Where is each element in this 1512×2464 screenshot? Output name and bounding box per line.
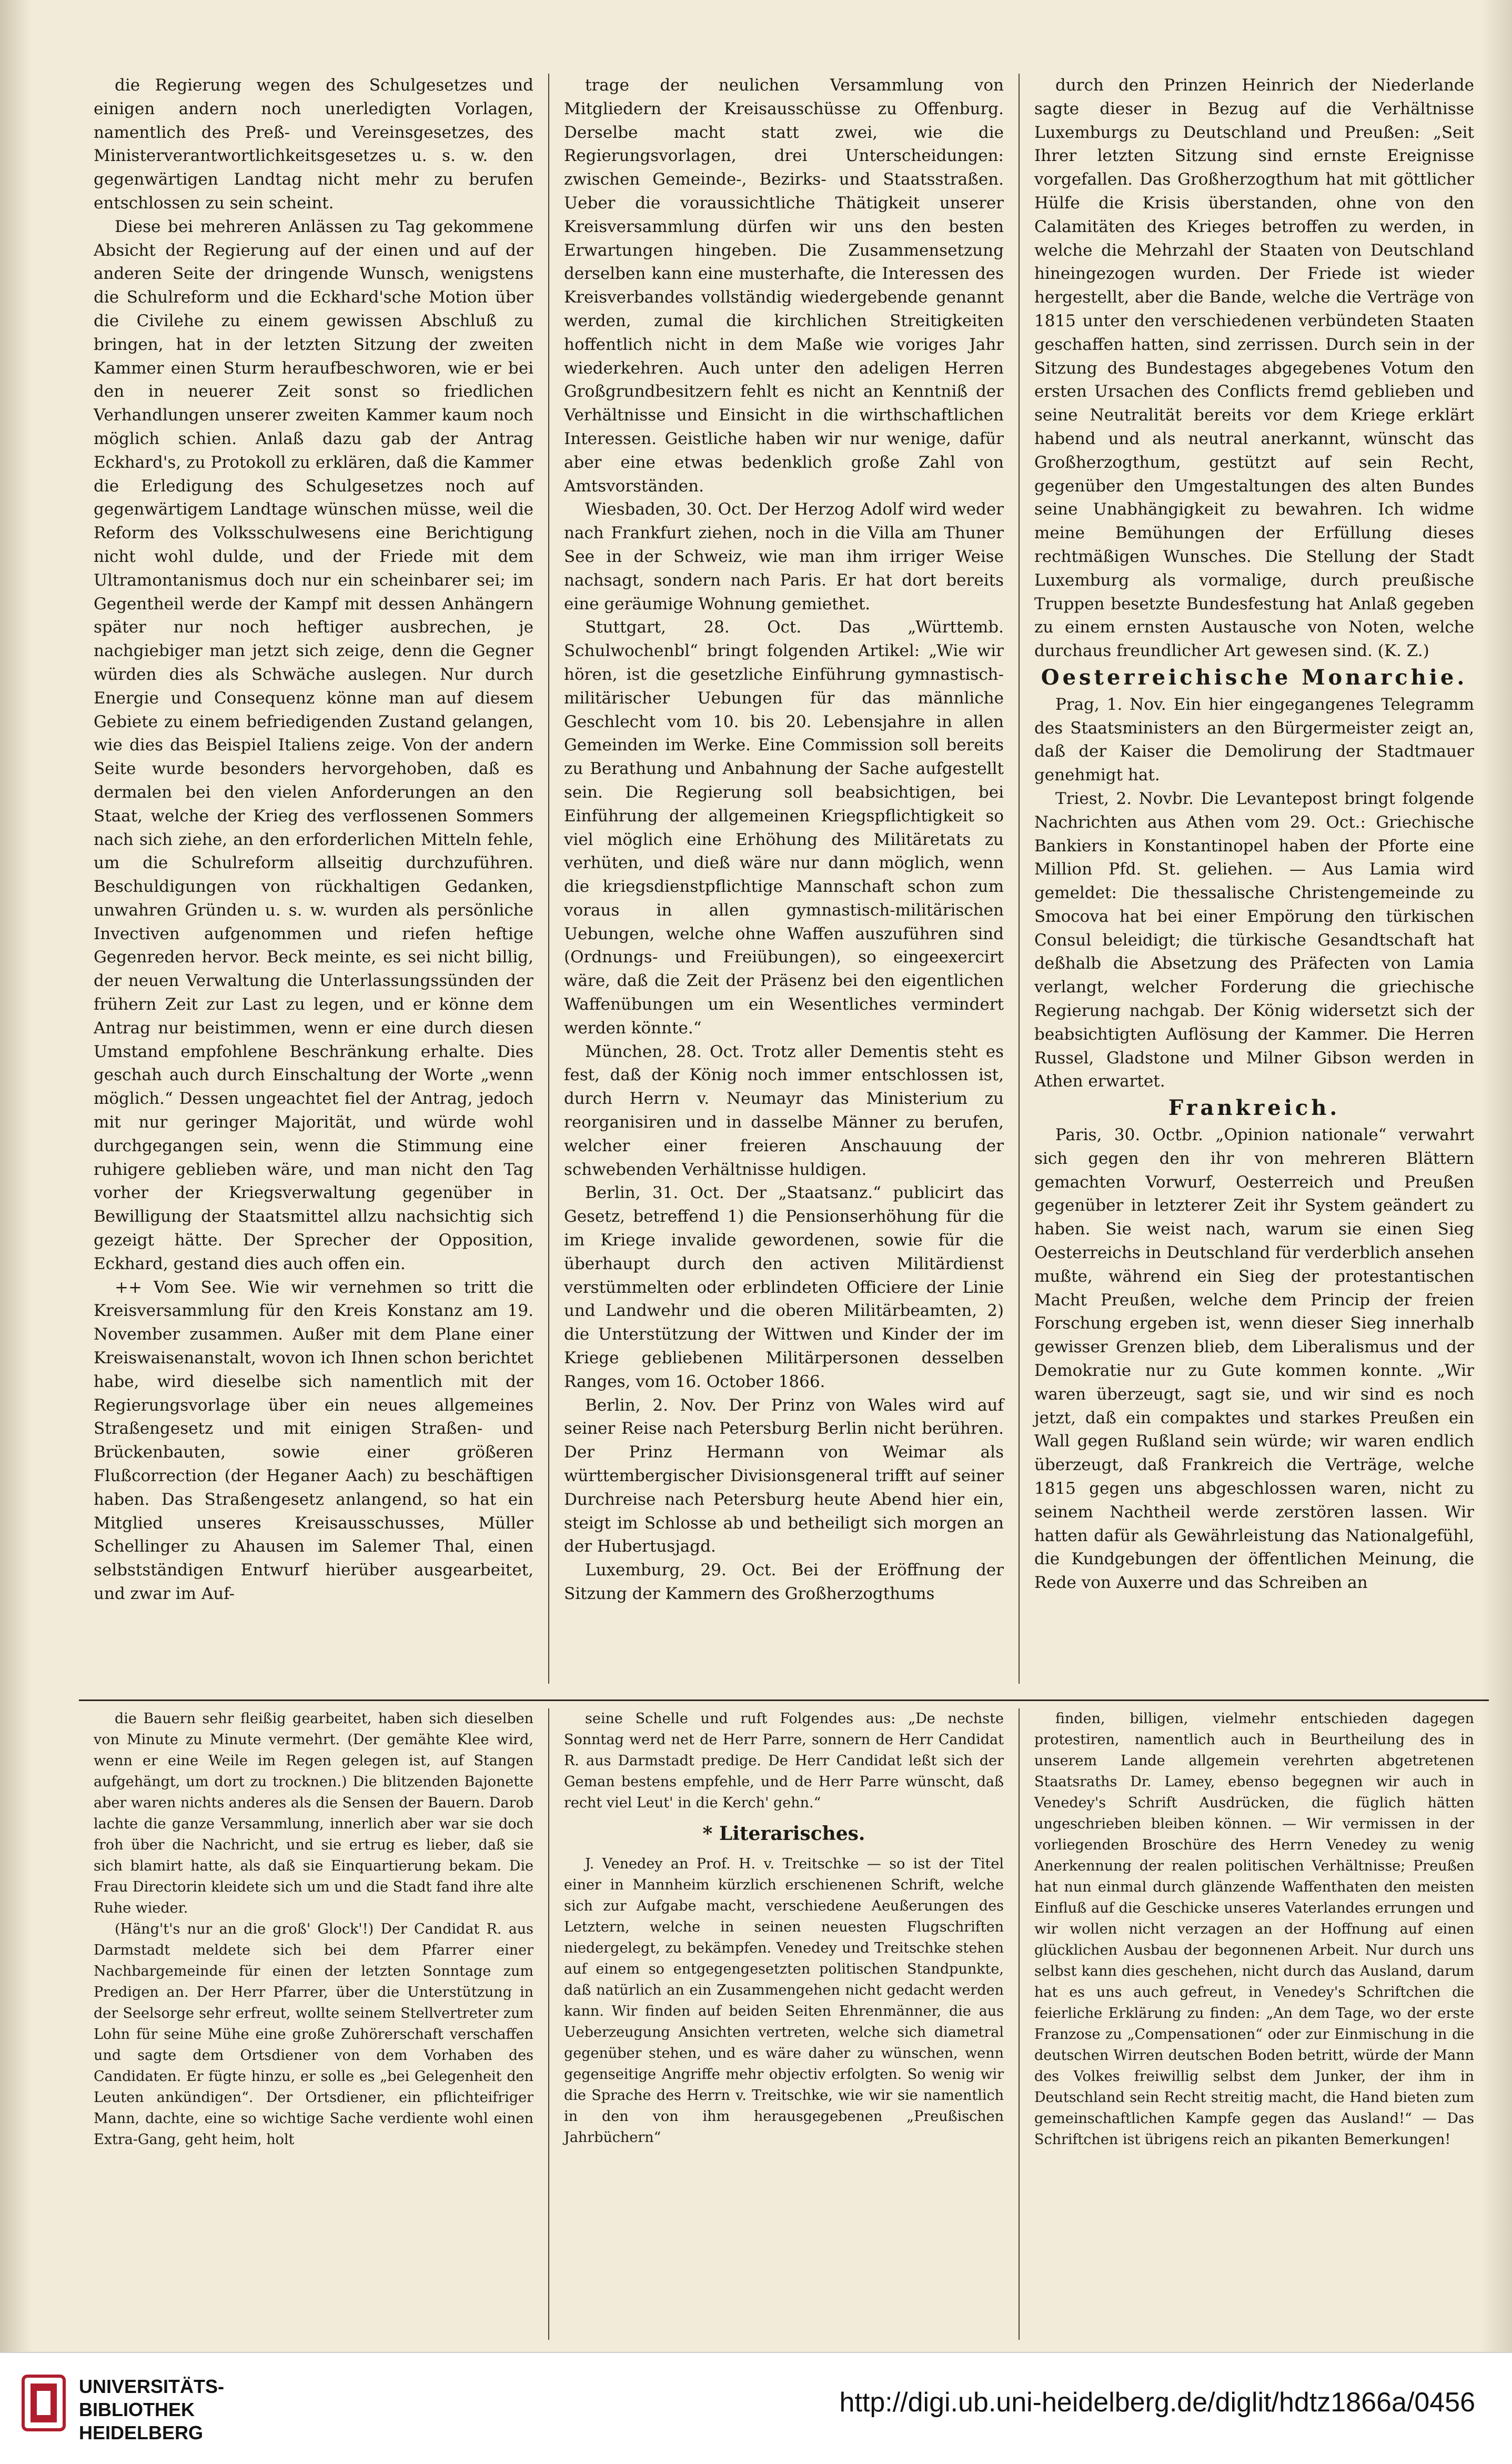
column-bottom-1 — [79, 1708, 548, 2340]
article-paragraph: Berlin, 2. Nov. Der Prinz von Wales wird auf seiner Reise nach Petersburg Berlin nicht berühren. Der Prinz Hermann von Weimar als württembergischer Divisionsgeneral trifft auf seiner Durchreise nach Petersburg heute Abend hier ein, steigt im Schlosse ab und betheiligt sich morgen an der Hubertusjagd. — [564, 1395, 1004, 1556]
column-bottom-2 — [548, 1708, 1019, 2340]
library-name-line-1: UNIVERSITÄTS- — [79, 2376, 225, 2397]
library-name-line-2: BIBLIOTHEK — [79, 2399, 195, 2420]
section-heading: Oesterreichische Monarchie. — [1041, 665, 1468, 690]
article-paragraph: Wiesbaden, 30. Oct. Der Herzog Adolf wird weder nach Frankfurt ziehen, noch in die Villa am Thuner See in der Schweiz, wie man ihm irriger Weise nachsagt, sondern nach Paris. Er hat dort bereits eine geräumige Wohnung gemiethet. — [564, 500, 1004, 614]
article-paragraph: seine Schelle und ruft Folgendes aus: „De nechste Sonntag werd net de Herr Parre, sonnern de Herr Candidat R. aus Darmstadt predige. De Herr Candidat leßt sich der Geman bestens empfehle, und de Herr Parre wünscht, daß recht viel Leut' in die Kerch' gehn.“ — [564, 1711, 1004, 1811]
page-gutter-shadow-left — [0, 0, 32, 2352]
article-paragraph: München, 28. Oct. Trotz aller Dementis steht es fest, daß der König noch immer entschlossen ist, durch Herrn v. Neumayr das Ministerium zu reorganisiren und in dasselbe Männer zu berufen, welcher einer freieren Anschauung der schwebenden Verhältnisse huldigen. — [564, 1042, 1004, 1179]
article-paragraph: Prag, 1. Nov. Ein hier eingegangenes Telegramm des Staatsministers an den Bürgermeister zeigt an, daß der Kaiser die Demolirung der Stadtmauer genehmigt hat. — [1034, 695, 1474, 785]
article-paragraph: Berlin, 31. Oct. Der „Staatsanz.“ publicirt das Gesetz, betreffend 1) die Pensionserhöhung für die im Kriege invalide gewordenen, sowie für die überhaupt durch den activen Militärdienst verstümmelten oder erblindeten Officiere der Linie und Landwehr und die oberen Militärbeamten, 2) die Unterstützung der Wittwen und Kinder der im Kriege gebliebenen Militärpersonen desselben Ranges, vom 16. October 1866. — [564, 1183, 1004, 1391]
article-paragraph: ++ Vom See. Wie wir vernehmen so tritt die Kreisversammlung für den Kreis Konstanz am 19. November zusammen. Außer mit dem Plane einer Kreiswaisenanstalt, wovon ich Ihnen schon berichtet habe, wird dieselbe sich namentlich mit der Regierungsvorlage über ein neues allgemeines Straßengesetz und mit einigen Straßen- und Brückenbauten, sowie einer größeren Flußcorrection (der Heganer Aach) zu beschäftigen haben. Das Straßengesetz anlangend, so hat ein Mitglied unseres Kreisausschusses, Müller Schellinger zu Ahausen im Salemer Thal, einen selbstständigen Entwurf hierüber ausgearbeitet, und zwar im Auf- — [94, 1278, 533, 1603]
section-heading: * Literarisches. — [702, 1823, 865, 1845]
column-top-3 — [1019, 74, 1489, 1684]
article-paragraph: Diese bei mehreren Anlässen zu Tag gekommene Absicht der Regierung auf der einen und auf der anderen Seite der dringende Wunsch, wenigstens die Schulreform und die Eckhard'sche Motion über die Civilehe zu einem gewissen Abschluß zu bringen, hat in der letzten Sitzung der zweiten Kammer einen Sturm heraufbeschworen, wie er bei den in neuerer Zeit sonst so friedlichen Verhandlungen unserer zweiten Kammer kaum noch möglich schien. Anlaß dazu gab der Antrag Eckhard's, zu Protokoll zu erklären, daß die Kammer die Erledigung des Schulgesetzes noch auf gegenwärtigem Landtage wünschen müsse, weil die Reform des Volksschulwesens eine Berichtigung nicht wohl dulde, und der Friede mit dem Ultramontanismus doch nur ein scheinbarer sei; im Gegentheil werde der Kampf mit dessen Anhängern später nur noch heftiger ausbrechen, je nachgiebiger man jetzt sich zeige, denn die Gegner würden dies als Schwäche auslegen. Nur durch Energie und Consequenz könne man auf diesem Gebiete zu einem befriedigenden Zustand gelangen, wie dies das Beispiel Italiens zeige. Von der andern Seite wurde besonders hervorgehoben, daß es dermalen bei den vielen Anforderungen an den Staat, welche der Krieg des verflossenen Sommers nach sich ziehe, an den erforderlichen Mitteln fehle, um die Schulreform allseitig durchzuführen. Beschuldigungen von rückhaltigen Gedanken, unwahren Gründen u. s. w. wurden als persönliche Invectiven aufgenommen und riefen heftige Gegenreden hervor. Beck meinte, es sei nicht billig, der neuen Verwaltung die Unterlassungssünden der frühern Zeit zur Last zu legen, und er könne dem Antrag nur beistimmen, wenn er eine durch diesen Umstand empfohlene Beschränkung erhalte. Dies geschah auch durch Einschaltung der Worte „wenn möglich.“ Dessen ungeachtet fiel der Antrag, jedoch mit nur geringer Majorität, und würde wohl durchgegangen sein, wenn die Stimmung eine ruhigere geblieben wäre, und man nicht den Tag vorher der Kriegsverwaltung gegenüber in Bewilligung der Staatsmittel allzu nachsichtig sich gezeigt hätte. Der Sprecher der Opposition, Eckhard, gestand dies auch offen ein. — [94, 217, 533, 1273]
column-bottom-3 — [1019, 1708, 1489, 2340]
feuilleton-columns — [79, 1699, 1489, 2340]
column-top-2 — [548, 74, 1019, 1684]
column-top-1 — [79, 74, 548, 1684]
newspaper-page — [79, 74, 1489, 2331]
article-paragraph: Paris, 30. Octbr. „Opinion nationale“ verwahrt sich gegen den ihr von mehreren Blättern gemachten Vorwurf, Oesterreich und Preußen gegenüber in letzterer Zeit ihr System geändert zu haben. Sie weist nach, warum sie einen Sieg Oesterreichs in Deutschland für verderblich ansehen mußte, während ein Sieg der protestantischen Macht Preußen, welche dem Princip der freien Forschung ergeben ist, wenn dieser Sieg innerhalb gewisser Grenzen blieb, dem Liberalismus und der Demokratie nur zu Gute kommen konnte. „Wir waren überzeugt, sagt sie, und wir sind es noch jetzt, daß ein compaktes und starkes Preußen ein Wall gegen Rußland sein würde; wir waren endlich überzeugt, daß Frankreich die Verträge, welche 1815 gegen uns abgeschlossen waren, nicht zu seinem Nachtheil werde zerstören lassen. Wir hatten dafür als Gewährleistung das Nationalgefühl, die Kundgebungen der öffentlichen Meinung, die Rede von Auxerre und das Schreiben an — [1034, 1125, 1474, 1593]
article-paragraph: (Häng't's nur an die groß' Glock'!) Der Candidat R. aus Darmstadt meldete sich bei dem Pfarrer einer Nachbargemeinde für einen der letzten Sonntage zum Predigen an. Der Herr Pfarrer, über die Unterstützung in der Seelsorge sehr erfreut, wollte seinem Stellvertreter zum Lohn für seine Mühe eine große Zuhörerschaft verschaffen und sagte dem Ortsdiener von dem Vorhaben des Candidaten. Er fügte hinzu, er solle es „bei Gelegenheit den Leuten ankündigen“. Der Ortsdiener, ein pflichteifriger Mann, dachte, eine so wichtige Sache verdiente wohl einen Extra-Gang, geht heim, holt — [94, 1921, 533, 2148]
article-paragraph: trage der neulichen Versammlung von Mitgliedern der Kreisausschüsse zu Offenburg. Derselbe macht statt zwei, wie die Regierungsvorlagen, drei Unterscheidungen: zwischen Gemeinde-, Bezirks- und Staatsstraßen. Ueber die voraussichtliche Thätigkeit unserer Kreisversammlung dürfen wir uns den besten Erwartungen hingeben. Die Zusammensetzung derselben kann eine musterhafte, die Interessen des Kreisverbandes vollständig wiedergebende genannt werden, zumal die kirchlichen Streitigkeiten hoffentlich nicht in dem Maße wie voriges Jahr wiederkehren. Auch unter den adeligen Herren Großgrundbesitzern fehlt es nicht an Kenntniß der Verhältnisse und Einsicht in die wirthschaftlichen Interessen. Geistliche haben wir nur wenige, dafür aber eine etwas bedenklich große Zahl von Amtsvorständen. — [564, 76, 1004, 496]
article-paragraph: J. Venedey an Prof. H. v. Treitschke — so ist der Titel einer in Mannheim kürzlich erschienenen Schrift, welche sich zur Aufgabe macht, verschiedene Aeußerungen des Letztern, welche in seinen neuesten Flugschriften niedergelegt, zu bekämpfen. Venedey und Treitschke stehen auf einem so entgegengesetzten politischen Standpunkte, daß natürlich an ein Zusammengehen nicht gedacht werden kann. Wir finden auf beiden Seiten Ehrenmänner, die aus Ueberzeugung Ansichten vertreten, welche sich diametral gegenüber stehen, und es wäre daher zu wünschen, wenn gegenseitige Angriffe mehr objectiv erfolgten. So wenig wir die Sprache des Herrn v. Treitschke, wie wir sie namentlich in den von ihm herausgegebenen „Preußischen Jahrbüchern“ — [564, 1856, 1004, 2146]
library-name — [79, 2375, 224, 2445]
university-seal-icon — [21, 2374, 66, 2432]
library-name-line-3: HEIDELBERG — [79, 2422, 204, 2443]
article-paragraph: Luxemburg, 29. Oct. Bei der Eröffnung der Sitzung der Kammern des Großherzogthums — [564, 1561, 1004, 1603]
article-paragraph: Triest, 2. Novbr. Die Levantepost bringt folgende Nachrichten aus Athen vom 29. Oct.: Griechische Bankiers in Konstantinopel haben der Pforte eine Million Pfd. St. geliehen. — Aus Lamia wird gemeldet: Die thessalische Christengemeinde zu Smocova hat bei einer Empörung den türkischen Consul beleidigt; die türkische Gesandtschaft hat deßhalb die Absetzung des Präfecten von Lamia verlangt, welcher Forderung die griechische Regierung nachgab. Der König widersetzt sich der beabsichtigten Auflösung der Kammer. Die Herren Russel, Gladstone und Milner Gibson werden in Athen erwartet. — [1034, 789, 1474, 1091]
viewer-footer — [0, 2352, 1512, 2464]
permalink-url[interactable]: http://digi.ub.uni-heidelberg.de/diglit/hdtz1866a/0456 — [839, 2387, 1475, 2418]
article-paragraph: die Regierung wegen des Schulgesetzes und einigen andern noch unerledigten Vorlagen, namentlich des Preß- und Vereinsgesetzes, des Ministerverantwortlichkeitsgesetzes u. s. w. den gegenwärtigen Landtag nicht mehr zu berufen entschlossen zu sein scheint. — [94, 76, 533, 213]
article-paragraph: Stuttgart, 28. Oct. Das „Württemb. Schulwochenbl“ bringt folgenden Artikel: „Wie wir hören, ist die gesetzliche Einführung gymnastisch-militärischer Uebungen für das männliche Geschlecht vom 10. bis 20. Lebensjahre in allen Gemeinden im Werke. Eine Commission soll bereits zu Berathung und Anbahnung der Sache aufgestellt sein. Die Regierung soll beabsichtigen, bei Einführung der allgemeinen Kriegspflichtigkeit so viel möglich eine Erhöhung des Militäretats zu verhüten, und dieß wäre nur dann möglich, wenn die kriegsdienstpflichtige Mannschaft schon zum voraus in allen gymnastisch-militärischen Uebungen, welche ohne Waffen auszuführen sind (Ordnungs- und Freiübungen), so eingeexercirt wäre, daß die Zeit der Präsenz bei den eigentlichen Waffenübungen um ein Wesentliches vermindert werden könnte.“ — [564, 618, 1004, 1038]
article-paragraph: durch den Prinzen Heinrich der Niederlande sagte dieser in Bezug auf die Verhältnisse Luxemburgs zu Deutschland und Preußen: „Seit Ihrer letzten Sitzung sind ernste Ereignisse vorgefallen. Das Großherzogthum hat mit göttlicher Hülfe die Krisis überstanden, ohne von den Calamitäten des Krieges betroffen zu werden, in welche die Mehrzahl der Staaten von Deutschland hineingezogen wurden. Der Friede ist wieder hergestellt, aber die Bande, welche die Verträge von 1815 unter den verschiedenen verbündeten Staaten geschaffen hatten, sind zerrissen. Durch sein in der Sitzung des Bundestages abgegebenes Votum den ersten Ursachen des Conflicts fremd geblieben und seine Neutralität bereits vor dem Kriege erklärt habend und als neutral anerkannt, wünscht das Großherzogthum, gestützt auf sein Recht, gegenüber den Umgestaltungen des alten Bundes seine Unabhängigkeit zu bewahren. Ich widme meine Bemühungen der Erfüllung dieses rechtmäßigen Wunsches. Die Stellung der Stadt Luxemburg als vormalige, durch preußische Truppen besetzte Bundesfestung hat Anlaß gegeben zu einem ernsten Austausche von Noten, welche durchaus freundlicher Art gewesen sind. (K. Z.) — [1034, 76, 1474, 661]
section-heading: Frankreich. — [1168, 1095, 1340, 1121]
article-paragraph: finden, billigen, vielmehr entschieden dagegen protestiren, namentlich auch in Beurtheilung des in unserem Lande allgemein verehrten abgetretenen Staatsraths Dr. Lamey, ebenso begegnen wir auch in Venedey's Schrift Ausdrücken, die füglich hätten ungeschrieben bleiben können. — Wir vermissen in der vorliegenden Broschüre des Herrn Venedey zu wenig Anerkennung der realen politischen Verhältnisse; Preußen hat nun einmal durch glänzende Waffenthaten den meisten Einfluß auf die Geschicke unseres Vaterlandes errungen und wir wollen nicht verzagen an der Hoffnung auf einen glücklichen Ausbau der begonnenen Arbeit. Nur durch uns selbst kann dies geschehen, nicht durch das Ausland, darum hat es uns auch gefreut, in Venedey's Schriftchen die feierliche Erklärung zu finden: „An dem Tage, wo der erste Franzose zu „Compensationen“ oder zur Einmischung in die deutschen Wirren deutschen Boden betritt, würde der Mann des Volkes freiwillig selbst dem Junker, der ihm in Deutschland sein Recht streitig macht, die Hand bieten zum gemeinschaftlichen Kampfe gegen das Ausland!“ — Das Schriftchen ist übrigens reich an pikanten Bemerkungen! — [1034, 1711, 1474, 2148]
article-paragraph: die Bauern sehr fleißig gearbeitet, haben sich dieselben von Minute zu Minute vermehrt. (Der gemähte Klee wird, wenn er eine Weile im Regen gelegen ist, auf Stangen aufgehängt, um dort zu trocknen.) Die blitzenden Bajonette aber waren nichts anderes als die Sensen der Bauern. Darob lachte die ganze Versammlung, innerlich aber war sie doch froh über die Nachricht, und sie ertrug es lieber, daß sie sich blamirt hatte, als daß sie Einquartierung bekam. Die Frau Directorin kleidete sich um und die Stadt fand ihre alte Ruhe wieder. — [94, 1711, 533, 1916]
top-columns — [79, 74, 1489, 1684]
